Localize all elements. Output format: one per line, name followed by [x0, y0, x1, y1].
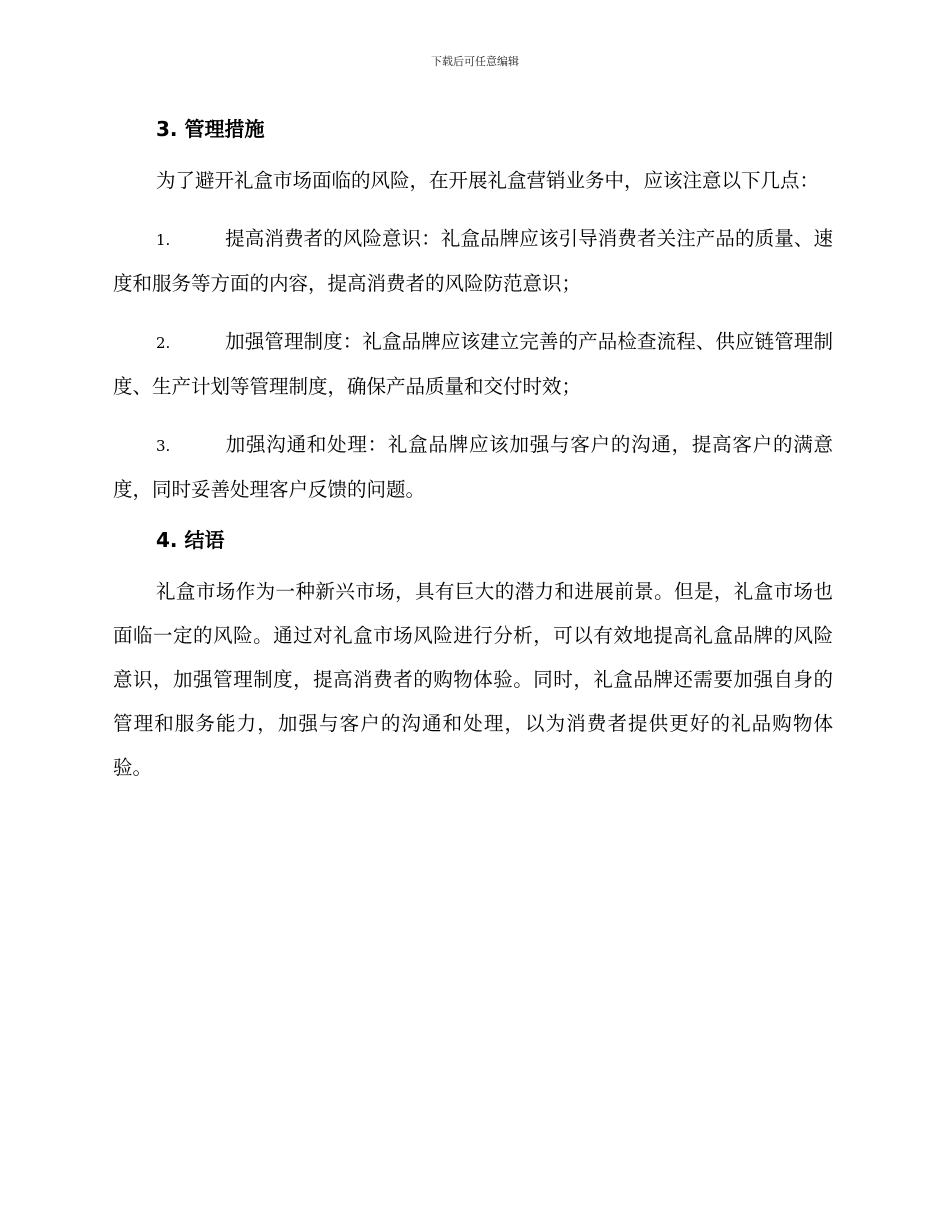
- list-number: 1.: [156, 231, 171, 249]
- list-number: 3.: [156, 437, 171, 455]
- list-item-1: [113, 217, 833, 306]
- section-3-intro: 为了避开礼盒市场面临的风险，在开展礼盒营销业务中，应该注意以下几点：: [156, 169, 820, 192]
- header-note: 下载后可任意编辑: [431, 55, 519, 68]
- document-content: [113, 112, 833, 790]
- list-item-3: [113, 423, 833, 512]
- list-number: 2.: [156, 334, 171, 352]
- list-item-2: [113, 320, 833, 409]
- section-4-body: 礼盒市场作为一种新兴市场，具有巨大的潜力和进展前景。但是，礼盒市场也面临一定的风险。通过对礼盒市场风险进行分析，可以有效地提高礼盒品牌的风险意识，加强管理制度，提高消费者的购物体验。同时，礼盒品牌还需要加强自身的管理和服务能力，加强与客户的沟通和处理，以为消费者提供更好的礼品购物体验。: [113, 580, 833, 779]
- section-3-heading: 3. 管理措施: [156, 117, 265, 141]
- list-text: 提高消费者的风险意识：礼盒品牌应该引导消费者关注产品的质量、速度和服务等方面的内容，提高消费者的风险防范意识；: [113, 227, 833, 295]
- list-text: 加强管理制度：礼盒品牌应该建立完善的产品检查流程、供应链管理制度、生产计划等管理制度，确保产品质量和交付时效；: [113, 330, 833, 398]
- list-text: 加强沟通和处理：礼盒品牌应该加强与客户的沟通，提高客户的满意度，同时妥善处理客户反馈的问题。: [113, 433, 833, 501]
- section-4-heading: 4. 结语: [156, 528, 225, 552]
